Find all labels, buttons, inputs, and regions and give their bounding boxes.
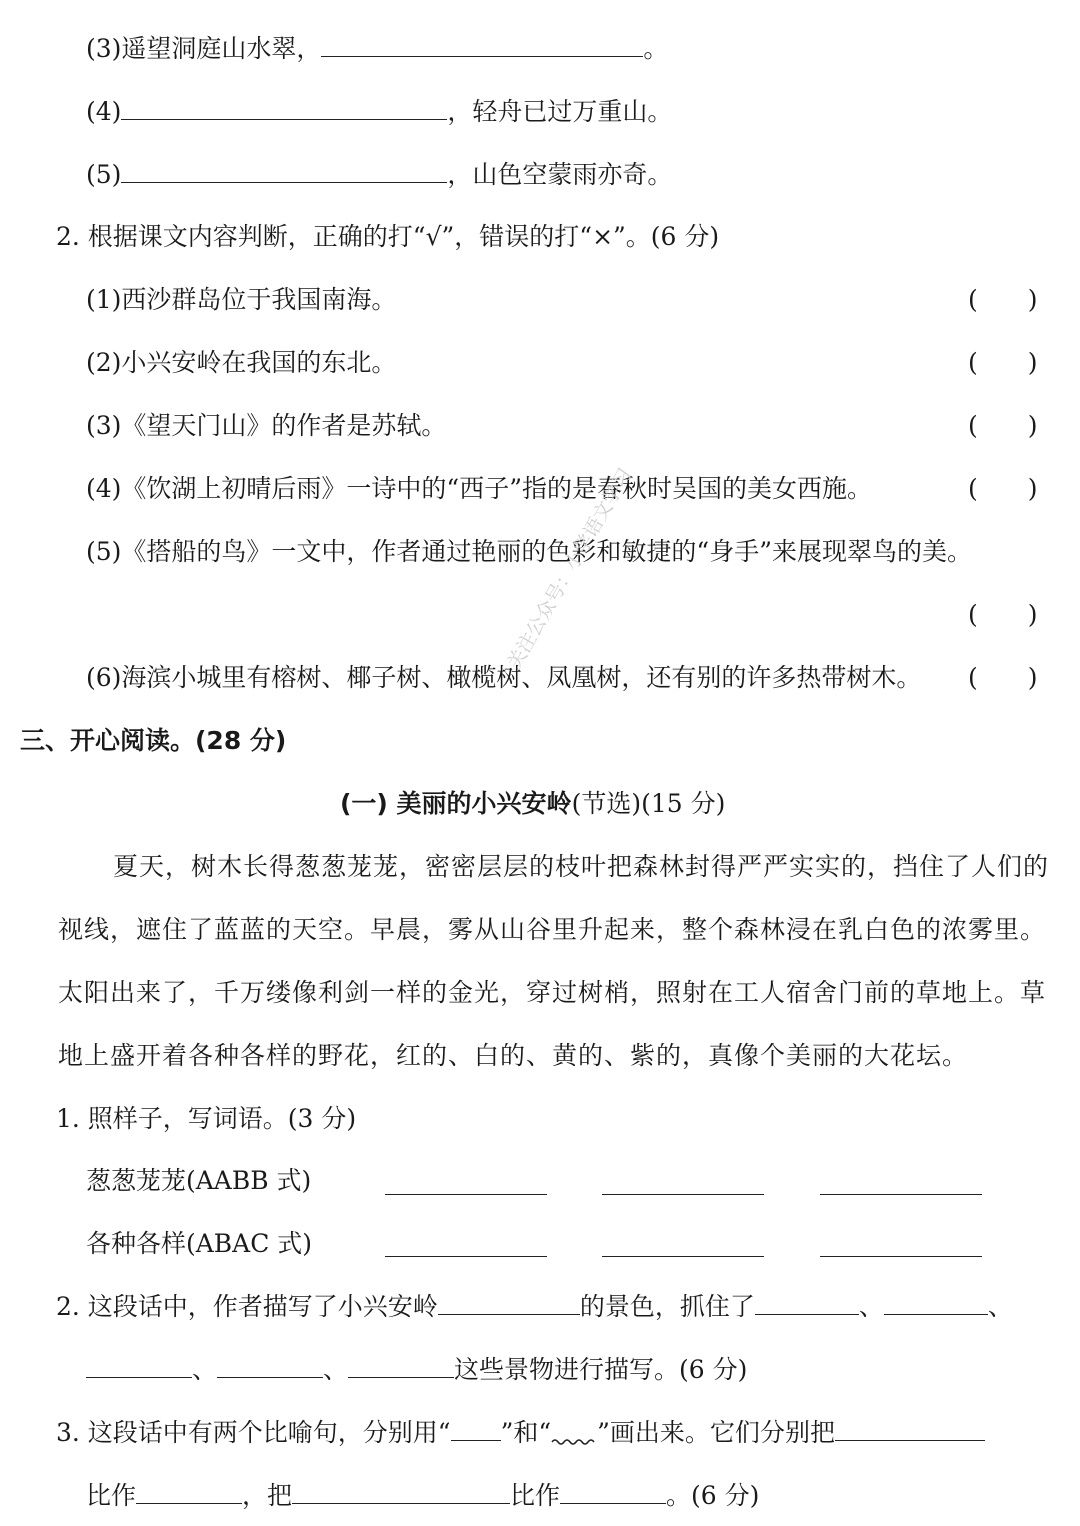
passage-line-3: 太阳出来了，千万缕像利剑一样的金光，穿过树梢，照射在工人宿舍门前的草地上。草	[58, 978, 1047, 1007]
answer-blank[interactable]	[835, 1418, 985, 1441]
judge-title: 2. 根据课文内容判断，正确的打“√”，错误的打“×”。(6 分)	[56, 222, 720, 251]
q3-text-g: 。(6 分)	[666, 1481, 760, 1510]
separator: 、	[987, 1292, 1013, 1321]
passage-line-1: 夏天，树木长得葱葱茏茏，密密层层的枝叶把森林封得严严实实的，挡住了人们的	[113, 852, 1050, 881]
answer-blank[interactable]	[884, 1292, 988, 1315]
poem-item-4	[86, 97, 672, 127]
watermark: 关注公众号：小学语文学习	[503, 464, 637, 673]
judge-item-3: (3)《望天门山》的作者是苏轼。	[86, 411, 447, 440]
section-3-title: 三、开心阅读。(28 分)	[20, 726, 287, 755]
poem-item-5	[86, 160, 672, 190]
answer-blank[interactable]	[602, 1194, 764, 1195]
judge-paren-6[interactable]: ( )	[968, 663, 1038, 692]
answer-blank[interactable]	[86, 1355, 192, 1378]
separator: 、	[192, 1355, 218, 1384]
judge-paren-5[interactable]: ( )	[968, 600, 1038, 629]
judge-item-2: (2)小兴安岭在我国的东北。	[86, 348, 397, 377]
q1-row2-label: 各种各样(ABAC 式)	[86, 1229, 313, 1258]
answer-blank[interactable]	[755, 1292, 859, 1315]
q3-text-f: 比作	[510, 1481, 561, 1510]
poem-item-3-end: 。	[643, 34, 669, 63]
answer-blank[interactable]	[820, 1256, 982, 1257]
answer-blank[interactable]	[217, 1355, 323, 1378]
passage-title: (一) 美丽的小兴安岭	[340, 789, 572, 818]
judge-paren-4[interactable]: ( )	[968, 474, 1038, 503]
q3-text-e: ，把	[242, 1481, 293, 1510]
passage-title-note: (节选)(15 分)	[571, 789, 726, 818]
judge-item-6: (6)海滨小城里有榕树、椰子树、橄榄树、凤凰树，还有别的许多热带树木。	[86, 663, 922, 692]
answer-blank[interactable]	[385, 1194, 547, 1195]
answer-blank[interactable]	[820, 1194, 982, 1195]
judge-item-4: (4)《饮湖上初晴后雨》一诗中的“西子”指的是春秋时吴国的美女西施。	[86, 474, 872, 503]
q3-text-b: ”和“	[500, 1418, 552, 1447]
answer-blank[interactable]	[348, 1355, 454, 1378]
q2-text-end: 这些景物进行描写。(6 分)	[454, 1355, 748, 1384]
answer-blank[interactable]	[385, 1256, 547, 1257]
straight-underline-sample	[451, 1418, 501, 1441]
answer-blank[interactable]	[292, 1481, 510, 1504]
answer-blank[interactable]	[136, 1481, 242, 1504]
q3-text-d: 比作	[86, 1481, 137, 1510]
passage-title-row	[340, 789, 725, 819]
q3-line-1	[56, 1418, 985, 1448]
q1-title: 1. 照样子，写词语。(3 分)	[56, 1104, 357, 1133]
q2-line-1	[56, 1292, 1013, 1322]
answer-blank[interactable]	[560, 1481, 666, 1504]
judge-item-1: (1)西沙群岛位于我国南海。	[86, 285, 397, 314]
judge-paren-3[interactable]: ( )	[968, 411, 1038, 440]
answer-blank[interactable]	[121, 97, 447, 120]
poem-item-5-number: (5)	[86, 160, 122, 189]
q3-text-c: ”画出来。它们分别把	[597, 1418, 835, 1447]
passage-line-2: 视线，遮住了蓝蓝的天空。早晨，雾从山谷里升起来，整个森林浸在乳白色的浓雾里。	[58, 915, 1047, 944]
separator: 、	[323, 1355, 349, 1384]
poem-item-3	[86, 34, 668, 64]
wavy-underline-sample	[551, 1419, 597, 1441]
poem-item-5-text: ，山色空蒙雨亦奇。	[447, 160, 673, 189]
answer-blank[interactable]	[321, 34, 643, 57]
judge-item-5: (5)《搭船的鸟》一文中，作者通过艳丽的色彩和敏捷的“身手”来展现翠鸟的美。	[86, 537, 972, 566]
q3-text-a: 3. 这段话中有两个比喻句，分别用“	[56, 1418, 451, 1447]
answer-blank[interactable]	[438, 1292, 580, 1315]
q3-line-2	[86, 1481, 759, 1511]
q1-row1-label: 葱葱茏茏(AABB 式)	[86, 1166, 312, 1195]
judge-paren-1[interactable]: ( )	[968, 285, 1038, 314]
poem-item-4-number: (4)	[86, 97, 122, 126]
separator: 、	[858, 1292, 884, 1321]
poem-item-3-text: (3)遥望洞庭山水翠，	[86, 34, 322, 63]
answer-blank[interactable]	[121, 160, 447, 183]
passage-line-4: 地上盛开着各种各样的野花，红的、白的、黄的、紫的，真像个美丽的大花坛。	[58, 1041, 969, 1070]
poem-item-4-text: ，轻舟已过万重山。	[447, 97, 673, 126]
judge-paren-2[interactable]: ( )	[968, 348, 1038, 377]
answer-blank[interactable]	[602, 1256, 764, 1257]
q2-text-a: 2. 这段话中，作者描写了小兴安岭	[56, 1292, 438, 1321]
q2-line-2	[86, 1355, 747, 1385]
q2-text-b: 的景色，抓住了	[579, 1292, 755, 1321]
